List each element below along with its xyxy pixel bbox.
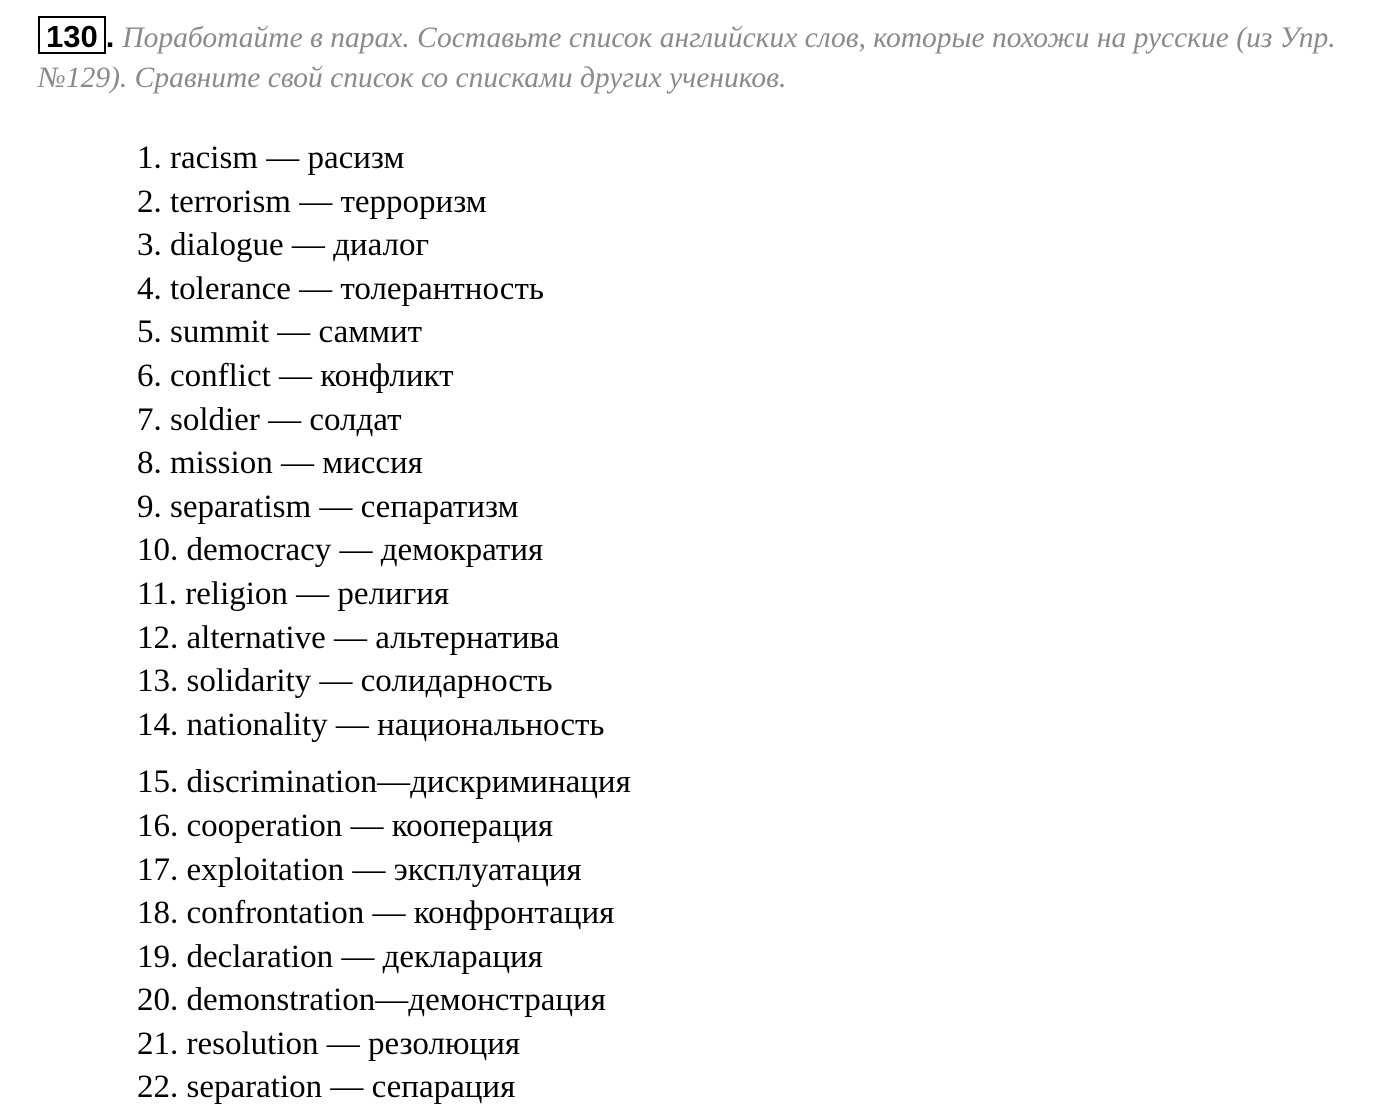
word-pair-item: 11. religion — религия [137, 575, 450, 612]
word-pair-item: 6. conflict — конфликт [137, 357, 454, 394]
word-pair-item: 1. racism — расизм [137, 140, 405, 176]
word-pair-item: 13. solidarity — солидарность [137, 663, 553, 700]
word-pair-item: 5. summit — саммит [137, 314, 423, 351]
exercise-number-dot: . [105, 19, 115, 54]
word-pair-item: 2. terrorism — терроризм [137, 183, 487, 220]
word-pair-item: 14. nationality — национальность [137, 706, 605, 743]
word-pair-item: 15. discrimination—дискриминация [137, 764, 631, 801]
word-pair-item: 4. tolerance — толерантность [137, 270, 544, 307]
word-pair-item: 21. resolution — резолюция [137, 1025, 521, 1062]
word-pair-item: 20. demonstration—демонстрация [137, 982, 606, 1019]
word-pair-item: 8. mission — миссия [137, 445, 423, 482]
word-pair-item: 12. alternative — альтернатива [137, 619, 560, 656]
word-pair-item: 16. cooperation — кооперация [137, 807, 554, 844]
exercise-header [38, 16, 1368, 98]
exercise-number-badge: 130 [38, 16, 106, 54]
word-pair-item: 9. separatism — сепаратизм [137, 488, 519, 525]
word-pair-list [137, 137, 631, 1110]
word-pair-item: 3. dialogue — диалог [137, 227, 430, 264]
word-pair-item: 10. democracy — демократия [137, 532, 544, 569]
word-pair-item: 18. confrontation — конфронтация [137, 895, 615, 932]
word-pair-item: 17. exploitation — эксплуатация [137, 851, 582, 888]
word-pair-item: 19. declaration — декларация [137, 938, 543, 975]
exercise-instruction: Поработайте в парах. Составьте список английских слов, которые похожи на русские (из Упр.№129). Сравните свой список со списками других учеников. [38, 22, 1336, 94]
word-pair-item: 7. soldier — солдат [137, 401, 402, 438]
word-pair-item: 22. separation — сепарация [137, 1069, 516, 1106]
